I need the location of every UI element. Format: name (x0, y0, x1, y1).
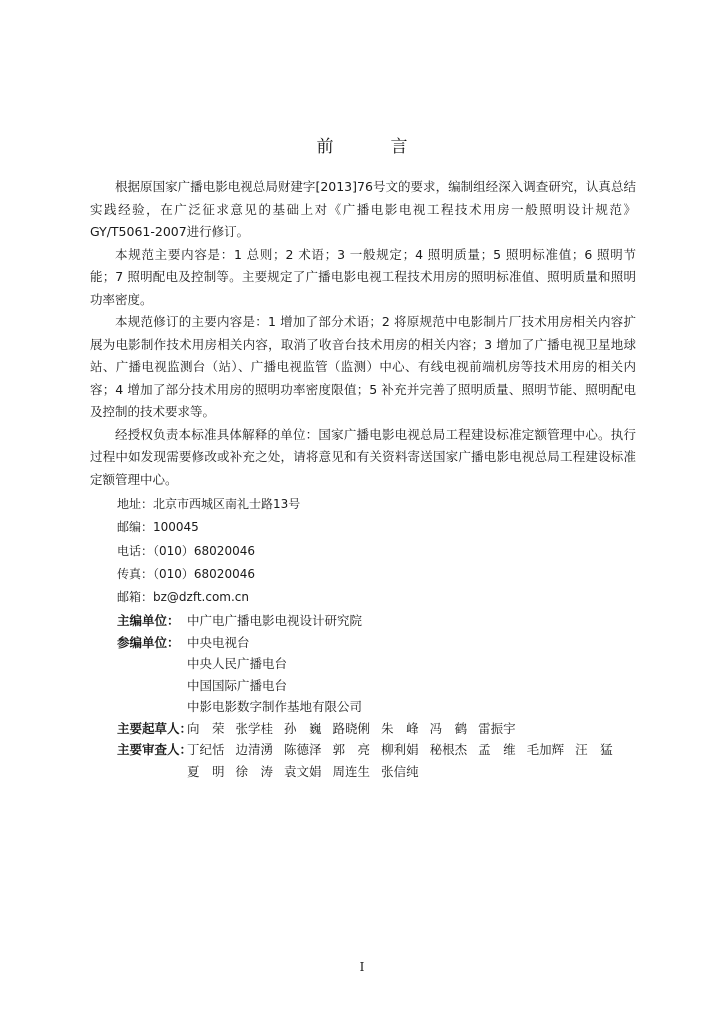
contact-address: 地址：北京市西城区南礼士路13号 (117, 497, 301, 511)
reviewers-label: 主要审查人： (117, 742, 193, 757)
reviewer-name: 丁纪恬 (187, 742, 225, 757)
drafters-label: 主要起草人： (117, 720, 193, 736)
reviewer-name: 毛加辉 (526, 742, 565, 757)
reviewer-name: 秘根杰 (429, 742, 468, 757)
reviewer-name: 边清湧 (235, 742, 274, 757)
drafter-name: 冯 鹤 (429, 720, 468, 736)
editorial-units (117, 610, 657, 782)
reviewer-name: 郭 亮 (332, 742, 371, 757)
participating-units-row (117, 632, 657, 718)
drafter-name: 向 荣 (187, 720, 225, 736)
page-title: 前 言 (316, 137, 428, 157)
reviewer-name: 袁文娟 (284, 763, 322, 779)
contact-fax: 传真：（010）68020046 (117, 566, 255, 581)
drafter-name: 路晓俐 (332, 720, 371, 736)
paragraph: 本规范修订的主要内容是：1 增加了部分术语；2 将原规范中电影制片厂技术用房相关内容扩展为电影制作技术用房相关内容，取消了收音台技术用房的相关内容；3 增加了广播电视卫星地球站、广播电视监测台（站）、广播电视监管（监测）中心、有线电视前端机房等技术用房的相关内容；4 增加了部分技术用房的照明功率密度限值；5 补充并完善了照明质量、照明节能、照明配电及控制的技术要求等。 (90, 314, 636, 419)
reviewer-name: 孟 维 (478, 742, 516, 757)
participating-units-label: 参编单位： (117, 634, 180, 650)
participating-unit: 中国国际广播电台 (187, 677, 288, 693)
reviewer-name: 张信纯 (381, 763, 419, 779)
reviewer-name: 夏 明 (187, 763, 225, 779)
reviewer-name: 徐 涛 (235, 763, 274, 779)
chief-unit-label: 主编单位： (117, 613, 180, 628)
page-number: I (359, 960, 365, 974)
chief-unit: 中广电广播电影电视设计研究院 (187, 613, 363, 628)
participating-unit: 中央人民广播电台 (187, 656, 288, 671)
drafter-name: 孙 巍 (284, 720, 322, 736)
paragraph: 根据原国家广播电影电视总局财建字[2013]76号文的要求，编制组经深入调查研究，认真总结实践经验，在广泛征求意见的基础上对《广播电影电视工程技术用房一般照明设计规范》GY/T5061-2007进行修订。 (90, 179, 636, 239)
participating-unit: 中影电影数字制作基地有限公司 (187, 699, 363, 714)
reviewer-name: 周连生 (332, 763, 371, 779)
drafter-name: 雷振宇 (478, 720, 516, 736)
paragraph: 经授权负责本标准具体解释的单位：国家广播电影电视总局工程建设标准定额管理中心。执行过程中如发现需要修改或补充之处，请将意见和有关资料寄送国家广播电影电视总局工程建设标准定额管理中心。 (90, 426, 636, 487)
reviewers-row (117, 739, 657, 782)
chief-unit-row (117, 610, 657, 632)
paragraph: 本规范主要内容是：1 总则；2 术语；3 一般规定；4 照明质量；5 照明标准值；6 照明节能；7 照明配电及控制等。主要规定了广播电影电视工程技术用房的照明标准值、照明质量和照明功率密度。 (90, 246, 636, 307)
drafter-name: 朱 峰 (381, 720, 419, 736)
contact-postcode: 邮编：100045 (117, 520, 199, 535)
contact-info (117, 493, 300, 609)
contact-phone: 电话：（010）68020046 (117, 543, 255, 558)
participating-unit: 中央电视台 (187, 634, 250, 650)
reviewer-name: 柳利娟 (381, 742, 419, 757)
drafter-name: 张学桂 (235, 720, 274, 736)
reviewer-name: 汪 猛 (575, 742, 613, 757)
preface-body (90, 176, 636, 491)
reviewer-name: 陈德泽 (284, 742, 322, 757)
contact-email: 邮箱：bz@dzft.com.cn (117, 590, 250, 605)
drafters-row (117, 718, 657, 740)
